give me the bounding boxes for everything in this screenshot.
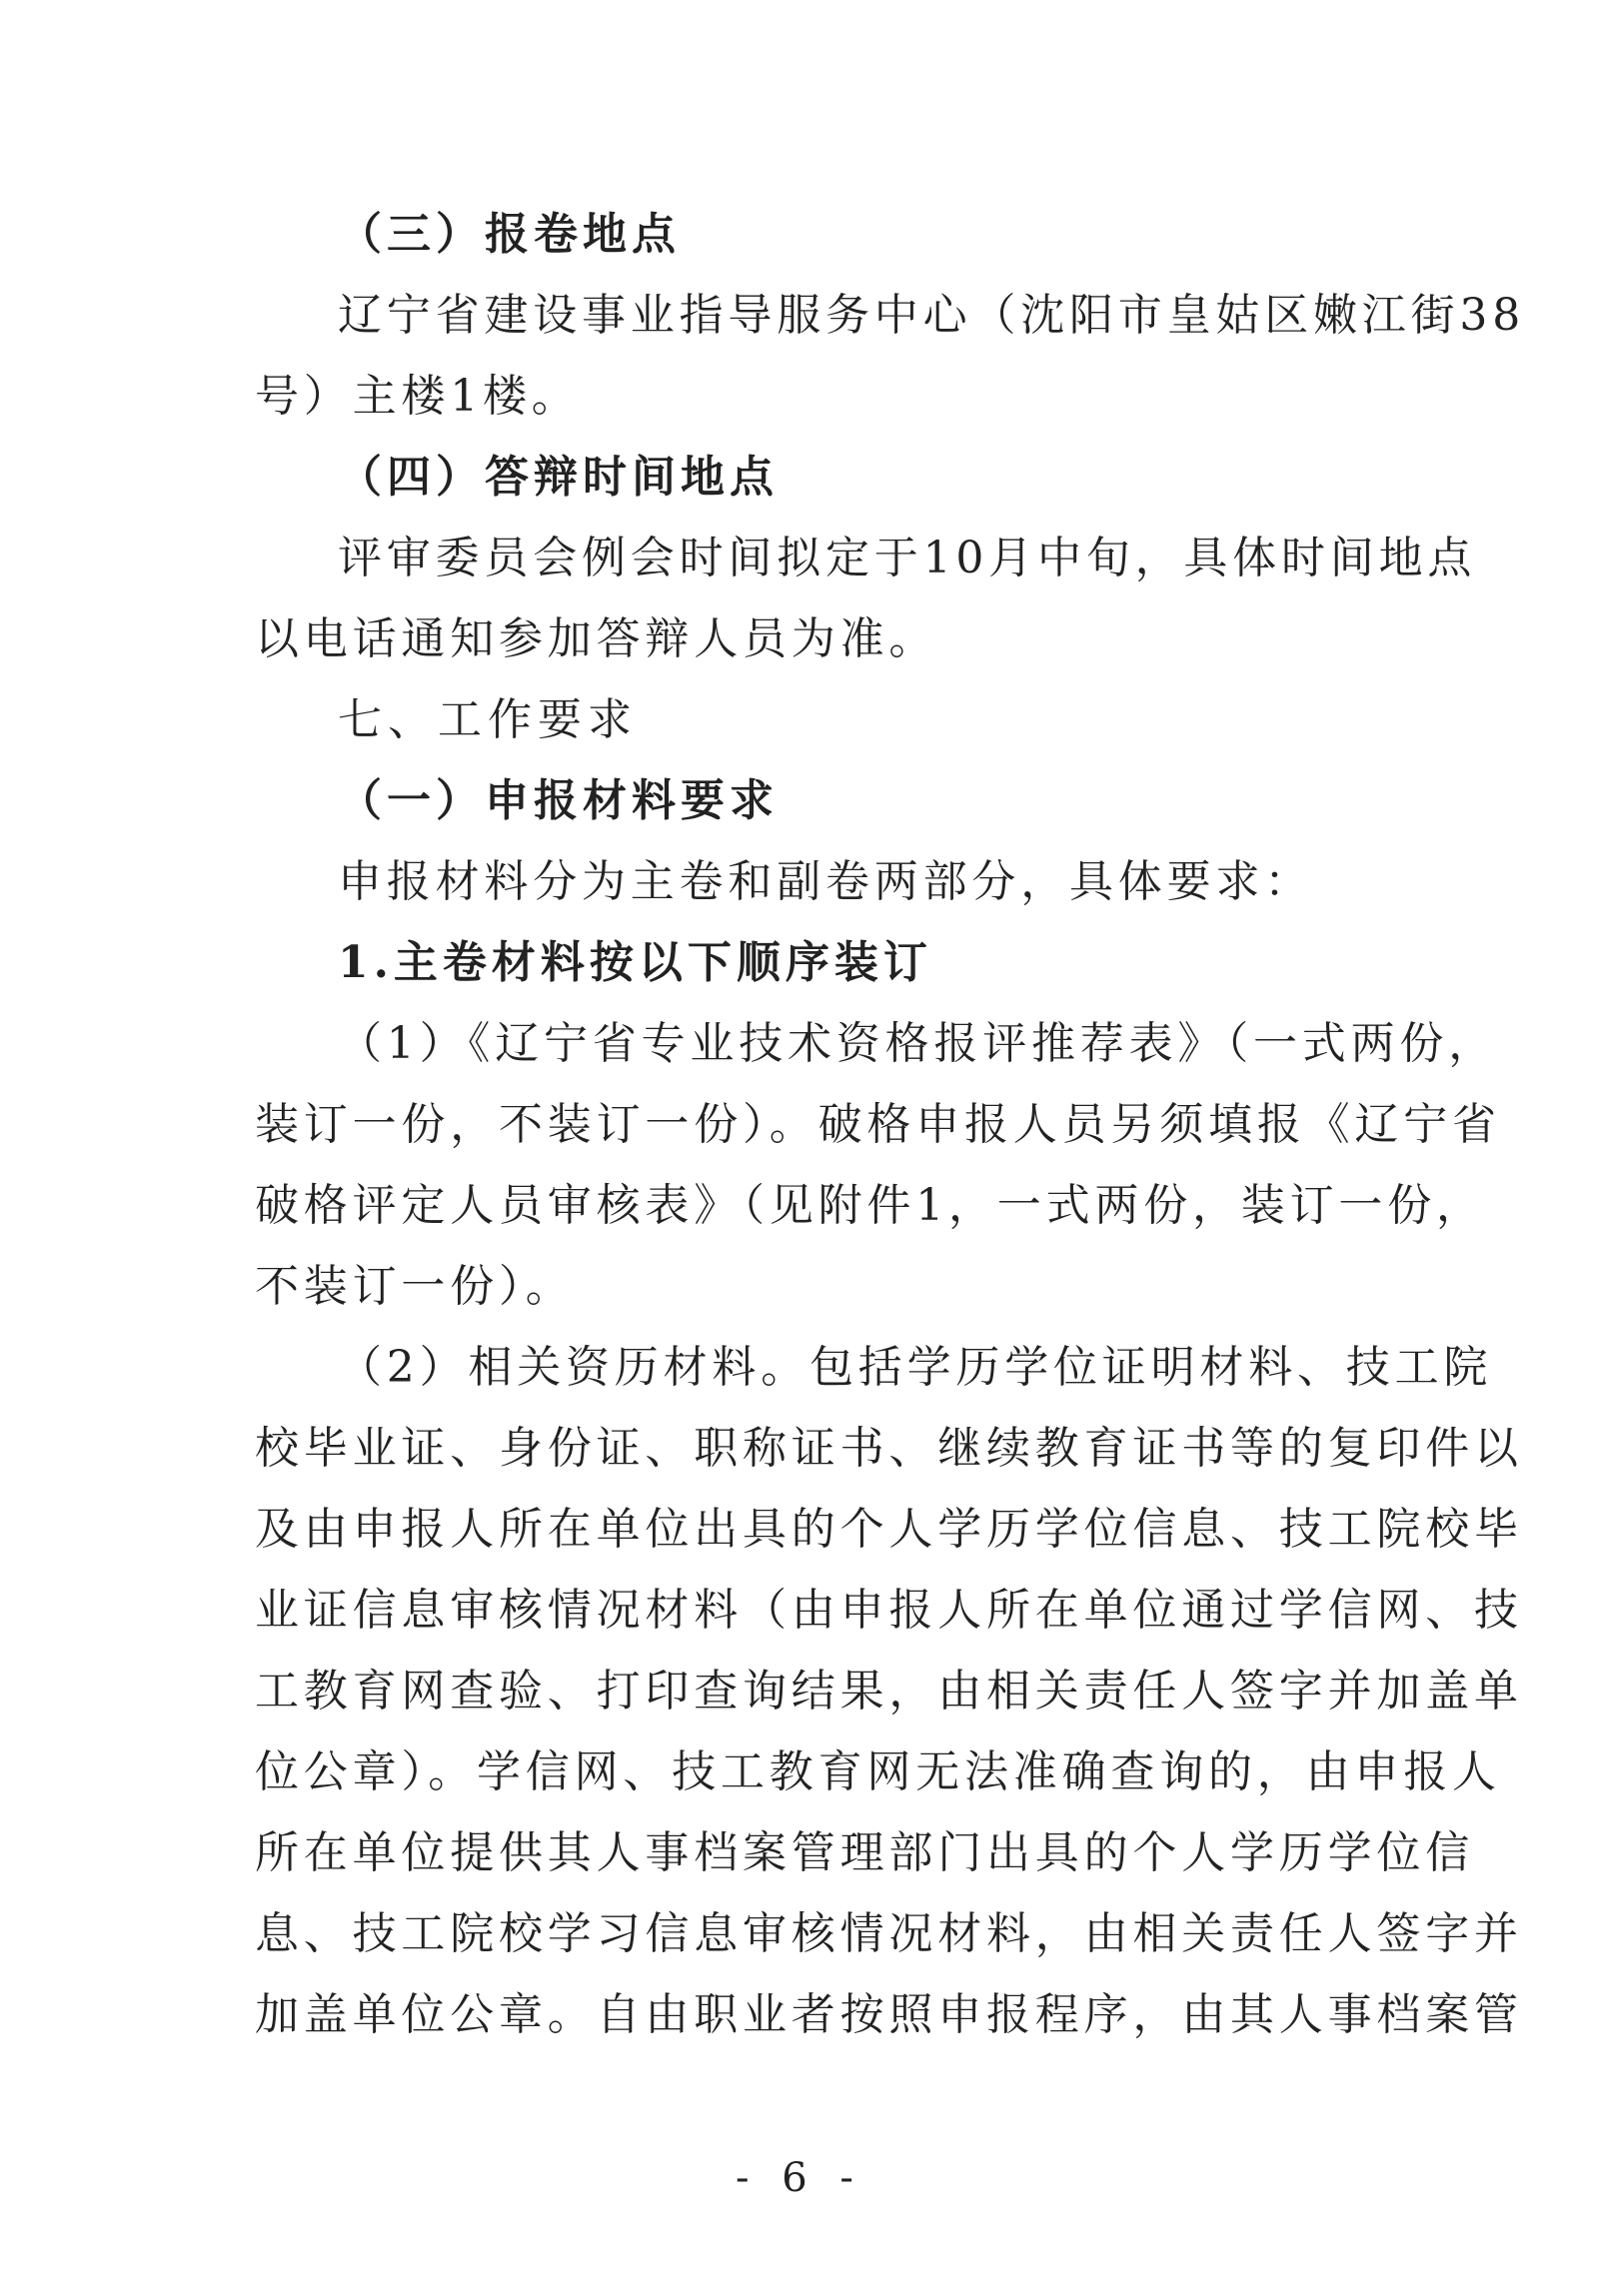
paragraph-line: 及由申报人所在单位出具的个人学历学位信息、技工院校毕 xyxy=(255,1504,1523,1555)
paragraph-line: 息、技工院校学习信息审核情况材料，由相关责任人签字并 xyxy=(255,1908,1523,1959)
paragraph-line: 业证信息审核情况材料（由申报人所在单位通过学信网、技 xyxy=(255,1585,1523,1636)
numbered-heading-main-volume: 1.主卷材料按以下顺序装订 xyxy=(338,937,932,988)
paragraph-line: 加盖单位公章。自由职业者按照申报程序，由其人事档案管 xyxy=(255,1989,1523,2040)
paragraph-line: 辽宁省建设事业指导服务中心（沈阳市皇姑区嫩江街38 xyxy=(338,290,1525,341)
paragraph-line: 号）主楼1楼。 xyxy=(255,371,581,422)
paragraph-line: 评审委员会例会时间拟定于10月中旬，具体时间地点 xyxy=(338,533,1477,583)
paragraph-line: 位公章）。学信网、技工教育网无法准确查询的，由申报人 xyxy=(255,1746,1501,1797)
subheading-defense-time-location: （四）答辩时间地点 xyxy=(338,452,779,503)
section-heading-work-requirements: 七、工作要求 xyxy=(338,694,638,745)
paragraph-line: 所在单位提供其人事档案管理部门出具的个人学历学位信 xyxy=(255,1827,1474,1878)
paragraph-line: 装订一份，不装订一份）。破格申报人员另须填报《辽宁省 xyxy=(255,1099,1501,1150)
paragraph-line: 工教育网查验、打印查询结果，由相关责任人签字并加盖单 xyxy=(255,1666,1523,1717)
paragraph-line: （2）相关资历材料。包括学历学位证明材料、技工院 xyxy=(338,1342,1493,1393)
paragraph-line: 申报材料分为主卷和副卷两部分，具体要求： xyxy=(338,856,1313,907)
subheading-submission-location: （三）报卷地点 xyxy=(338,209,681,260)
page-number: - 6 - xyxy=(736,2155,863,2201)
paragraph-line: 破格评定人员审核表》（见附件1，一式两份，装订一份， xyxy=(255,1180,1485,1231)
paragraph-line: 不装订一份）。 xyxy=(255,1261,575,1312)
paragraph-line: 以电话通知参加答辩人员为准。 xyxy=(255,613,938,664)
paragraph-line: （1）《辽宁省专业技术资格报评推荐表》（一式两份， xyxy=(338,1018,1497,1069)
paragraph-line: 校毕业证、身份证、职称证书、继续教育证书等的复印件以 xyxy=(255,1423,1523,1474)
subheading-material-requirements: （一）申报材料要求 xyxy=(338,775,779,826)
